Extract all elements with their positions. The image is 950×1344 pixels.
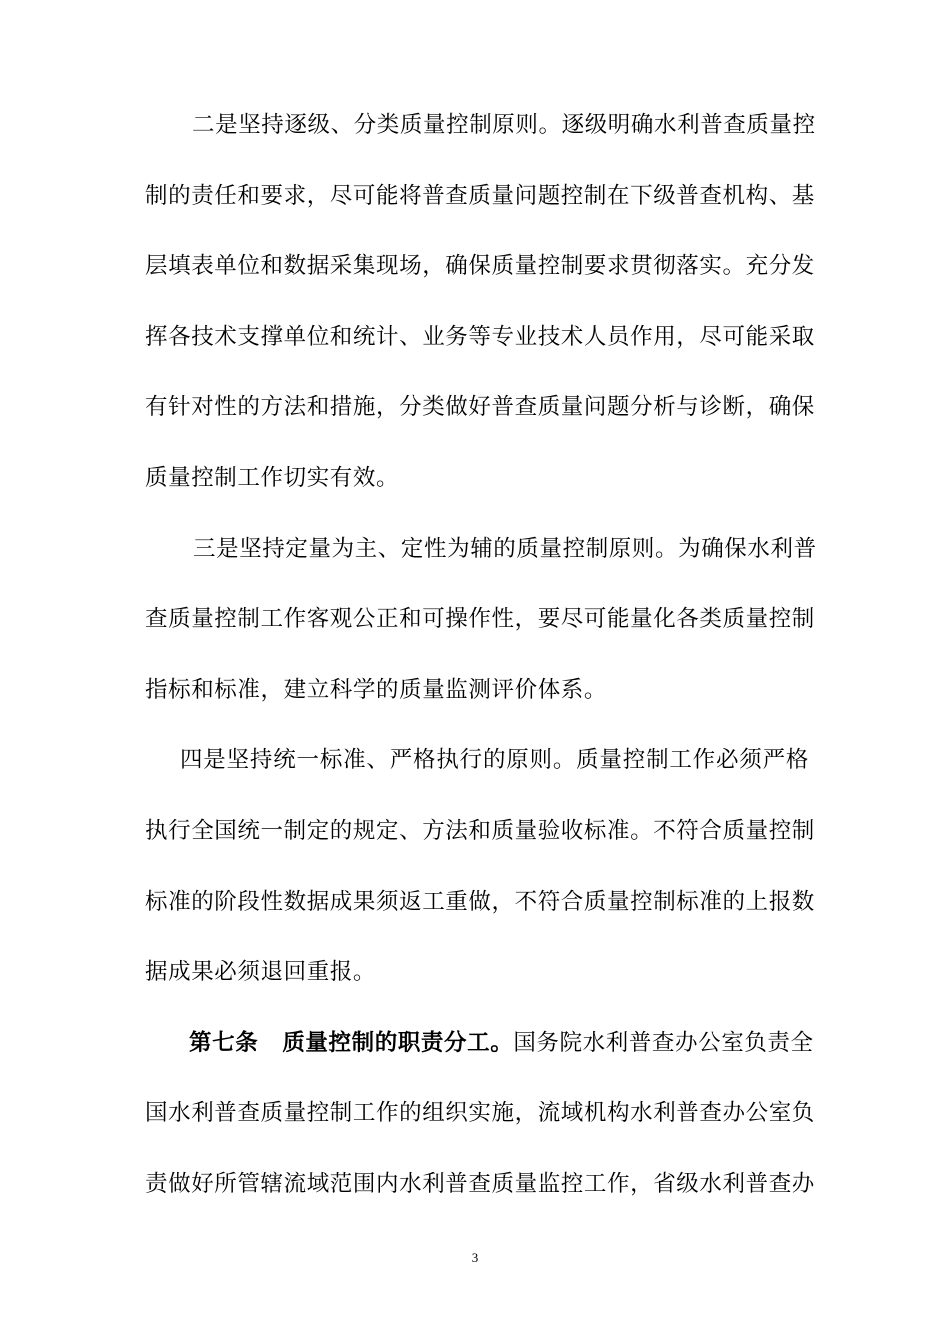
body-text <box>145 99 817 1229</box>
text-line: 四是坚持统一标准、严格执行的原则。质量控制工作必须严格 <box>180 747 809 774</box>
article-title: 质量控制的职责分工。 <box>282 1029 514 1056</box>
text-line: 标准的阶段性数据成果须返工重做，不符合质量控制标准的上报数 <box>145 888 815 915</box>
text-line <box>145 1017 814 1088</box>
text-line: 执行全国统一制定的规定、方法和质量验收标准。不符合质量控制 <box>145 817 815 844</box>
article-label: 第七条 <box>189 1029 259 1056</box>
paragraph-principle-three <box>145 523 817 735</box>
article-text: 国务院水利普查办公室负责全 <box>513 1029 814 1056</box>
text-line: 层填表单位和数据采集现场，确保质量控制要求贯彻落实。充分发 <box>145 253 815 280</box>
paragraph-principle-four <box>145 734 815 1016</box>
text-line: 制的责任和要求，尽可能将普查质量问题控制在下级普查机构、基 <box>145 182 815 209</box>
text-line: 质量控制工作切实有效。 <box>145 464 400 491</box>
page-number: 3 <box>471 1250 479 1265</box>
text-line: 国水利普查质量控制工作的组织实施，流域机构水利普查办公室负 <box>145 1100 815 1127</box>
text-line: 有针对性的方法和措施，分类做好普查质量问题分析与诊断，确保 <box>145 394 815 421</box>
text-line: 二是坚持逐级、分类质量控制原则。逐级明确水利普查质量控 <box>192 112 816 138</box>
text-line: 挥各技术支撑单位和统计、业务等专业技术人员作用，尽可能采取 <box>145 323 815 350</box>
paragraph-principle-two <box>145 99 816 523</box>
text-line: 责做好所管辖流域范围内水利普查质量监控工作，省级水利普查办 <box>145 1170 815 1197</box>
text-line: 查质量控制工作客观公正和可操作性，要尽可能量化各类质量控制 <box>145 606 815 633</box>
text-line: 指标和标准，建立科学的质量监测评价体系。 <box>145 676 608 703</box>
text-line: 据成果必须退回重报。 <box>145 959 377 986</box>
paragraph-article-seven <box>145 1017 815 1229</box>
text-line: 三是坚持定量为主、定性为辅的质量控制原则。为确保水利普 <box>193 535 817 562</box>
